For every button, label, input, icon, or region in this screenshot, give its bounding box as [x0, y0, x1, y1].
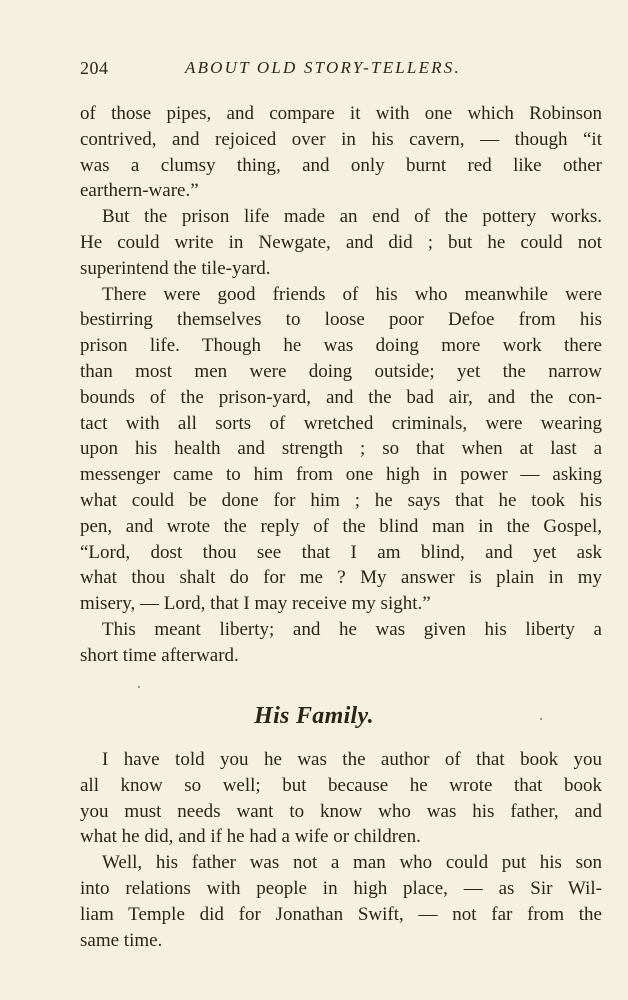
- text-line: what he did, and if he had a wife or children.: [80, 826, 421, 848]
- text-line: than most men were doing outside; yet the narrow: [80, 360, 602, 382]
- running-head: ABOUT OLD STORY-TELLERS.: [185, 58, 461, 77]
- text-line: same time.: [80, 929, 163, 951]
- text-line: all know so well; but because he wrote that book: [80, 774, 602, 796]
- text-line: upon his health and strength ; so that when at last a: [80, 438, 602, 460]
- text-line: He could write in Newgate, and did ; but he could not: [80, 231, 602, 253]
- text-line: was a clumsy thing, and only burnt red like other: [80, 154, 602, 176]
- text-line: I have told you he was the author of that book you: [102, 749, 602, 770]
- page-number: 204: [80, 58, 109, 78]
- text-line: But the prison life made an end of the pottery works.: [102, 206, 602, 228]
- text-line: There were good friends of his who meanwhile were: [102, 283, 602, 305]
- paper-speck: [138, 686, 140, 688]
- paper-speck: [540, 718, 542, 720]
- text-line: liam Temple did for Jonathan Swift, — not far from the: [80, 903, 602, 925]
- text-line: what thou shalt do for me ? My answer is plain in my: [80, 567, 602, 589]
- text-line: Well, his father was not a man who could put his son: [102, 852, 602, 874]
- text-line: messenger came to him from one high in power — asking: [80, 464, 602, 486]
- text-line: earthern-ware.”: [80, 180, 199, 202]
- text-line: tact with all sorts of wretched criminals, were wearing: [80, 412, 602, 434]
- text-line: superintend the tile-yard.: [80, 257, 271, 279]
- text-line: pen, and wrote the reply of the blind man in the Gospel,: [80, 515, 602, 537]
- text-line: short time afterward.: [80, 644, 239, 666]
- text-line: misery, — Lord, that I may receive my sight.”: [80, 593, 431, 615]
- body-text-after-heading: [80, 747, 602, 953]
- body-text-before-heading: [80, 101, 602, 669]
- text-line: of those pipes, and compare it with one which Robinson: [80, 103, 602, 124]
- text-line: into relations with people in high place, — as Sir Wil-: [80, 877, 602, 899]
- section-heading: His Family.: [254, 703, 374, 729]
- text-line: “Lord, dost thou see that I am blind, and yet ask: [80, 541, 602, 563]
- text-line: bestirring themselves to loose poor Defoe from his: [80, 309, 602, 331]
- text-line: prison life. Though he was doing more work there: [80, 335, 602, 357]
- text-line: contrived, and rejoiced over in his cavern, — though “it: [80, 128, 602, 150]
- text-line: what could be done for him ; he says that he took his: [80, 489, 602, 511]
- page-header: [80, 58, 602, 82]
- text-line: you must needs want to know who was his father, and: [80, 800, 602, 822]
- text-line: bounds of the prison-yard, and the bad air, and the con-: [80, 386, 602, 408]
- text-line: This meant liberty; and he was given his liberty a: [102, 618, 602, 640]
